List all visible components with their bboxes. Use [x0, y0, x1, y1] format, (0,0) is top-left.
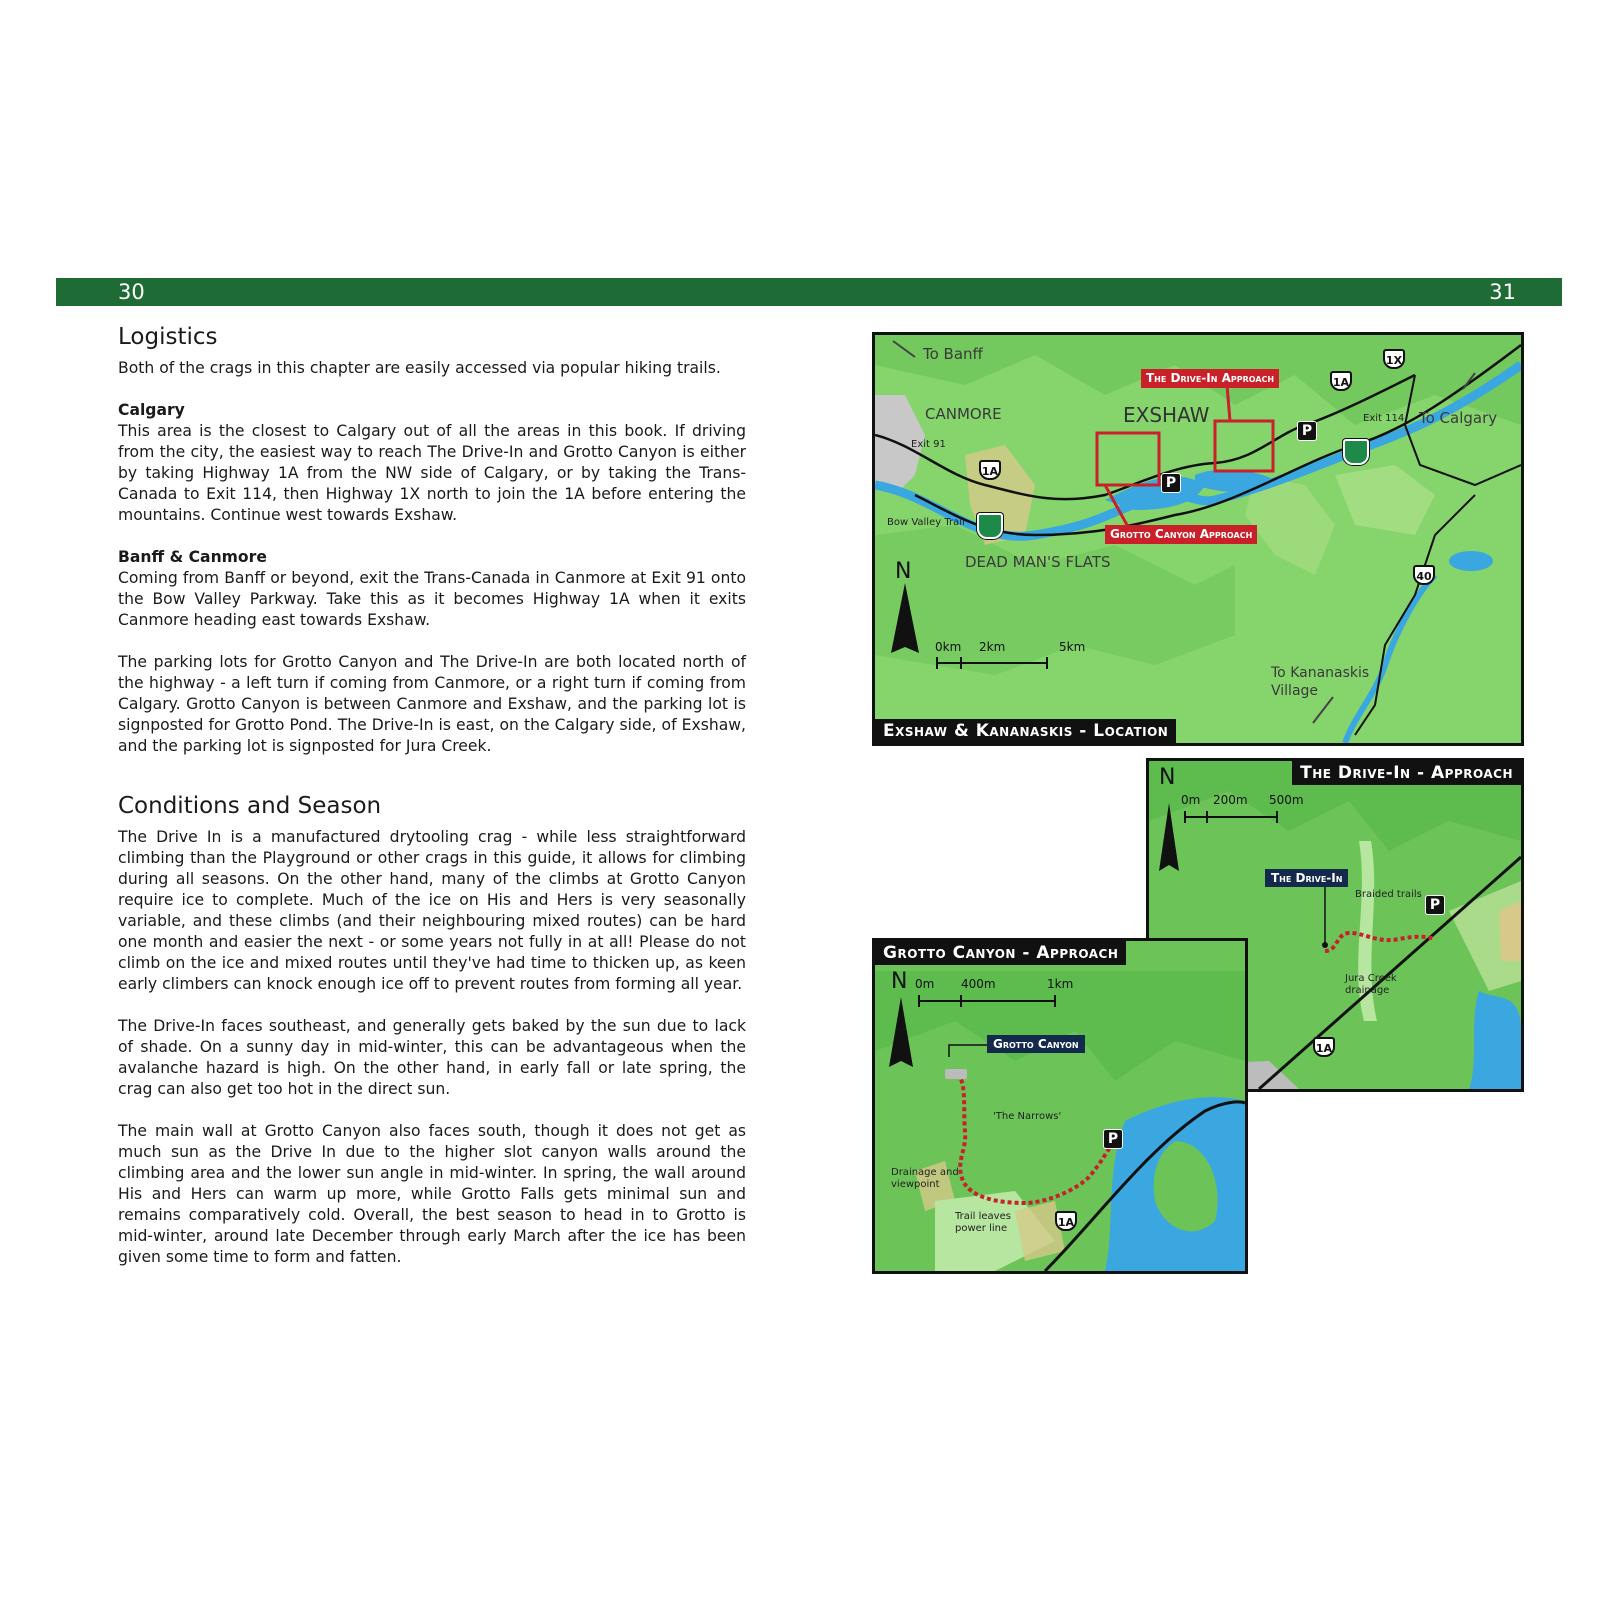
page-header-bar: [56, 278, 1562, 306]
trail-leaves-label: Trail leaves: [955, 1211, 1011, 1222]
left-page-number: 30: [118, 280, 145, 304]
parking-icon: P: [1297, 421, 1317, 441]
conditions-paragraph-3: The main wall at Grotto Canyon also faces south, though it does not get as much sun as the Drive In due to the higher slot canyon walls around the climbing area and the lower sun angle in mid-winter. In spring, the wall around His and Hers can warm up more, while Grotto Falls gets minimal sun and remains comparatively cold. Overall, the best season to head in to Grotto is mid-winter, around late December through early March after the ice has been given some time to form and fatten.: [118, 1122, 746, 1266]
right-page-number: 31: [1489, 280, 1516, 304]
parking-icon: P: [1103, 1129, 1123, 1149]
the-narrows-label: 'The Narrows': [993, 1111, 1062, 1122]
conditions-paragraph-2: The Drive-In faces southeast, and generally gets baked by the sun due to lack of shade. On a sunny day in mid-winter, this can be advantageous when the avalanche hazard is high. On the other hand, in early fall or late spring, the crag can also get too hot in the direct sun.: [118, 1017, 746, 1098]
drive-in-tag: The Drive-In: [1265, 869, 1348, 887]
conditions-heading: Conditions and Season: [118, 793, 382, 819]
dead-mans-flats-label: DEAD MAN'S FLATS: [965, 553, 1111, 571]
banff-canmore-paragraph: Coming from Banff or beyond, exit the Trans-Canada in Canmore at Exit 91 onto the Bow Valley Parkway. Take this as it becomes Highway 1A when it exits Canmore heading east towards Exshaw.: [118, 569, 746, 629]
parking-paragraph: The parking lots for Grotto Canyon and The Drive-In are both located north of the highway - a left turn if coming from Canmore, or a right turn if coming from Calgary. Grotto Canyon is between Canmore and Exshaw, and the parking lot is signposted for Grotto Pond. The Drive-In is east, on the Calgary side, of Exshaw, and the parking lot is signposted for Jura Creek.: [118, 653, 746, 755]
drive-in-approach-tag: The Drive-In Approach: [1141, 369, 1279, 388]
north-indicator: N: [891, 969, 908, 994]
banff-canmore-heading: Banff & Canmore: [118, 548, 267, 566]
scale-label: 2km: [979, 640, 1006, 654]
scale-label: 0m: [915, 977, 935, 991]
scale-label: 400m: [961, 977, 996, 991]
exit-91-label: Exit 91: [911, 439, 946, 450]
north-indicator: N: [895, 559, 912, 584]
grotto-canyon-approach-map: [872, 938, 1248, 1274]
highway-1a-shield: 1A: [979, 460, 1001, 480]
scale-label: 0km: [935, 640, 962, 654]
highway-1a-shield: 1A: [1313, 1037, 1335, 1057]
highway-1x-shield: 1X: [1383, 349, 1405, 369]
power-line-label: power line: [955, 1223, 1008, 1234]
scale-label: 200m: [1213, 793, 1248, 807]
grotto-canyon-tag: Grotto Canyon: [987, 1035, 1085, 1053]
grotto-map-title: Grotto Canyon - Approach: [875, 941, 1126, 965]
parking-icon: P: [1161, 473, 1181, 493]
parking-icon: P: [1425, 895, 1445, 915]
north-indicator: N: [1159, 765, 1176, 790]
viewpoint-label: viewpoint: [891, 1179, 940, 1190]
scale-label: 0m: [1181, 793, 1201, 807]
location-map-title: Exshaw & Kananaskis - Location: [875, 719, 1176, 743]
grotto-approach-tag: Grotto Canyon Approach: [1105, 525, 1257, 544]
calgary-heading: Calgary: [118, 401, 185, 419]
canmore-label: CANMORE: [925, 405, 1002, 423]
highway-1a-shield: 1A: [1055, 1211, 1077, 1231]
trans-canada-shield-icon: [977, 513, 1003, 539]
logistics-heading: Logistics: [118, 324, 218, 350]
conditions-paragraph-1: The Drive In is a manufactured drytooling crag - while less straightforward climbing than the Playground or other crags in this guide, it allows for climbing during all seasons. On the other hand, many of the climbs at Grotto Canyon require ice to complete. Much of the ice on His and Hers is very seasonally variable, and these climbs (and their neighbouring mixed routes) can be hard one month and easier the next - or some years not fully in at all! Please do not climb on the ice and mixed routes until they've had time to thicken up, as keen early climbers can knock enough ice off to prevent routes from forming all year.: [118, 828, 746, 993]
calgary-paragraph: This area is the closest to Calgary out of all the areas in this book. If driving from the city, the easiest way to reach The Drive-In and Grotto Canyon is either by taking Highway 1A from the NW side of Calgary, or by taking the Trans-Canada to Exit 114, then Highway 1X north to join the 1A before entering the mountains. Continue west towards Exshaw.: [118, 422, 746, 524]
jura-drainage-label: drainage: [1345, 985, 1390, 996]
exshaw-label: EXSHAW: [1123, 403, 1210, 427]
to-kananaskis-label: To Kananaskis: [1271, 665, 1370, 681]
exit-114-label: Exit 114: [1363, 413, 1405, 424]
logistics-intro: Both of the crags in this chapter are easily accessed via popular hiking trails.: [118, 359, 721, 377]
braided-trails-label: Braided trails: [1355, 889, 1422, 900]
highway-1a-shield: 1A: [1330, 371, 1352, 391]
kananaskis-village-label: Village: [1271, 683, 1319, 699]
jura-creek-label: Jura Creek: [1345, 973, 1397, 984]
drive-in-map-title: The Drive-In - Approach: [1292, 761, 1521, 785]
scale-label: 500m: [1269, 793, 1304, 807]
highway-40-shield: 40: [1413, 565, 1435, 585]
drainage-label: Drainage and: [891, 1167, 959, 1178]
location-map: [872, 332, 1524, 746]
text-column: [118, 322, 746, 1289]
to-banff-label: To Banff: [923, 345, 983, 363]
bow-valley-trail-label: Bow Valley Trail: [887, 517, 965, 528]
trans-canada-shield-icon: [1343, 439, 1369, 465]
scale-label: 1km: [1047, 977, 1074, 991]
to-calgary-label: To Calgary: [1419, 409, 1498, 427]
scale-label: 5km: [1059, 640, 1086, 654]
